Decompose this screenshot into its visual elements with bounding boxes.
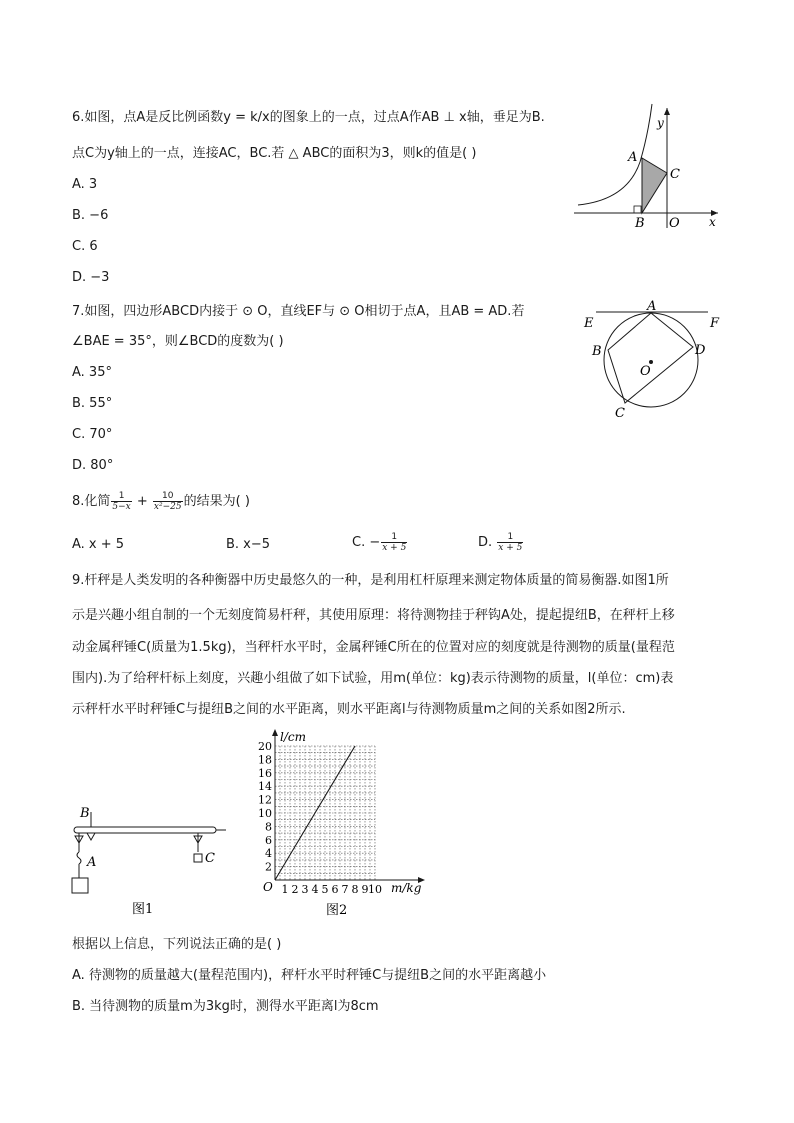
label-d: D	[695, 343, 706, 358]
label-o: O	[640, 364, 651, 379]
chart-ylabel: l/cm	[280, 730, 306, 744]
object-box	[72, 878, 88, 893]
q6-figure	[572, 100, 724, 230]
chart-origin: O	[263, 880, 273, 894]
label-b: B	[592, 344, 602, 359]
y-tick-label: 20	[258, 740, 272, 753]
hyperbola-curve	[578, 104, 652, 205]
y-tick-label: 16	[258, 766, 272, 780]
point-a-label: A	[628, 150, 638, 165]
chart-y-arrow	[272, 729, 278, 736]
q6-option-b: B. −6	[72, 208, 109, 223]
fig1-label-a: A	[87, 855, 97, 870]
q7-option-b: B. 55°	[72, 396, 113, 411]
q9-option-b: B. 当待测物的质量m为3kg时，测得水平距离l为8cm	[72, 999, 379, 1014]
quadrilateral-abcd	[608, 313, 693, 403]
fig1-label-b: B	[80, 806, 90, 821]
weight-c	[194, 854, 202, 862]
q8-option-d-num: 1	[497, 532, 523, 543]
y-tick-label: 10	[258, 807, 272, 820]
y-tick-label: 4	[265, 847, 272, 861]
x-tick-label: 3	[301, 883, 309, 896]
fig1-caption: 图1	[132, 902, 154, 917]
q6-option-a: A. 3	[72, 177, 98, 192]
q8-option-d-den: x + 5	[498, 543, 523, 553]
q9-question: 根据以上信息，下列说法正确的是( )	[72, 937, 282, 952]
q6-line1: 6.如图，点A是反比例函数y = k/x的图象上的一点，过点A作AB ⊥ x轴，垂足为B.	[72, 110, 545, 125]
q8-option-c-num: 1	[381, 532, 407, 543]
fig1-label-c: C	[205, 851, 215, 866]
x-tick-label: 10	[368, 883, 382, 896]
q6-option-d: D. −3	[72, 270, 110, 285]
q6-line2: 点C为y轴上的一点，连接AC，BC.若 △ ABC的面积为3，则k的值是( )	[72, 146, 477, 161]
q8-suffix: 的结果为( )	[183, 494, 250, 509]
q8-option-a: A. x + 5	[72, 537, 125, 552]
x-tick-label: 9	[361, 883, 369, 896]
x-tick-label: 4	[311, 883, 319, 896]
q9-line1: 9.杆秤是人类发明的各种衡器中历史最悠久的一种，是利用杠杆原理来测定物体质量的简易衡器.如图1所	[72, 573, 669, 588]
q8-prefix: 8.化简	[72, 494, 111, 509]
q6-option-c: C. 6	[72, 239, 98, 254]
q8-option-c	[352, 532, 408, 553]
y-tick-label: 2	[265, 860, 272, 874]
y-tick-label: 6	[265, 833, 272, 847]
q7-line2: ∠BAE = 35°，则∠BCD的度数为( )	[72, 334, 284, 349]
point-c-label: C	[670, 167, 680, 182]
label-f: F	[710, 316, 720, 331]
q8-option-d	[478, 532, 524, 553]
hook-a	[77, 852, 81, 864]
q8-option-d-prefix: D.	[478, 535, 493, 550]
q8-option-c-fraction	[381, 532, 407, 553]
q8-frac1-den: 5−x	[112, 502, 131, 512]
x-tick-label: 5	[321, 883, 329, 896]
q9-line2: 示是兴趣小组自制的一个无刻度简易杆秤，其使用原理：将待测物挂于秤钩A处，提起提纽B，在秤杆上移	[72, 608, 675, 623]
steelyard-beam	[74, 827, 216, 833]
x-tick-label: 7	[341, 883, 349, 896]
x-tick-label: 6	[331, 883, 339, 896]
y-tick-label: 14	[258, 780, 272, 794]
q8-option-c-prefix: C. −	[352, 535, 381, 550]
q8-option-d-fraction	[497, 532, 523, 553]
q8-frac2-den: x²−25	[153, 502, 182, 512]
q8-frac1-num: 1	[111, 491, 131, 502]
q7-figure	[578, 300, 728, 425]
q8-expression: 8.化简 $\frac{1}{5-x}$ + $\frac{10}{\text{x²−25}}$ 的结果为( )	[72, 491, 250, 512]
q8-option-c-den: x + 5	[382, 543, 407, 553]
q7-option-a: A. 35°	[72, 365, 112, 380]
chart-xlabel: m/kg	[391, 881, 422, 895]
origin-label: O	[669, 216, 680, 230]
q9-figure-2-chart	[250, 728, 435, 920]
y-tick-label: 18	[258, 753, 272, 767]
q8-option-b: B. x−5	[226, 537, 271, 552]
label-c: C	[615, 406, 625, 421]
x-tick-label: 8	[351, 883, 359, 896]
q8-fraction-1	[111, 491, 131, 512]
q7-line1: 7.如图，四边形ABCD内接于 ⊙ O，直线EF与 ⊙ O相切于点A，且AB = AD.若	[72, 304, 525, 319]
triangle-abc	[642, 158, 667, 213]
fig2-caption: 图2	[326, 903, 348, 918]
q9-line3: 动金属秤锤C(质量为1.5kg)，当秤杆水平时，金属秤锤C所在的位置对应的刻度就是待测物的质量(量程范	[72, 640, 675, 655]
x-tick-label: 1	[281, 883, 289, 896]
q8-fraction-2	[153, 491, 183, 512]
q9-figure-1	[66, 800, 236, 920]
y-tick-label: 8	[265, 820, 272, 834]
y-axis-label: y	[657, 116, 664, 130]
x-axis-label: x	[709, 215, 716, 229]
y-tick-label: 12	[258, 793, 272, 807]
q9-option-a: A. 待测物的质量越大(量程范围内)，秤杆水平时秤锤C与提纽B之间的水平距离越小	[72, 968, 547, 983]
right-angle-mark	[634, 206, 641, 213]
q8-frac2-num: 10	[153, 491, 183, 502]
x-tick-label: 2	[291, 883, 299, 896]
point-b-label: B	[635, 216, 645, 230]
q7-option-d: D. 80°	[72, 458, 114, 473]
q7-option-c: C. 70°	[72, 427, 113, 442]
q9-line5: 示秤杆水平时秤锤C与提纽B之间的水平距离，则水平距离l与待测物质量m之间的关系如图2所示.	[72, 702, 626, 717]
label-e: E	[584, 316, 594, 331]
q9-line4: 围内).为了给秤杆标上刻度，兴趣小组做了如下试验，用m(单位：kg)表示待测物的质量，l(单位：cm)表	[72, 671, 674, 686]
label-a: A	[647, 300, 657, 314]
